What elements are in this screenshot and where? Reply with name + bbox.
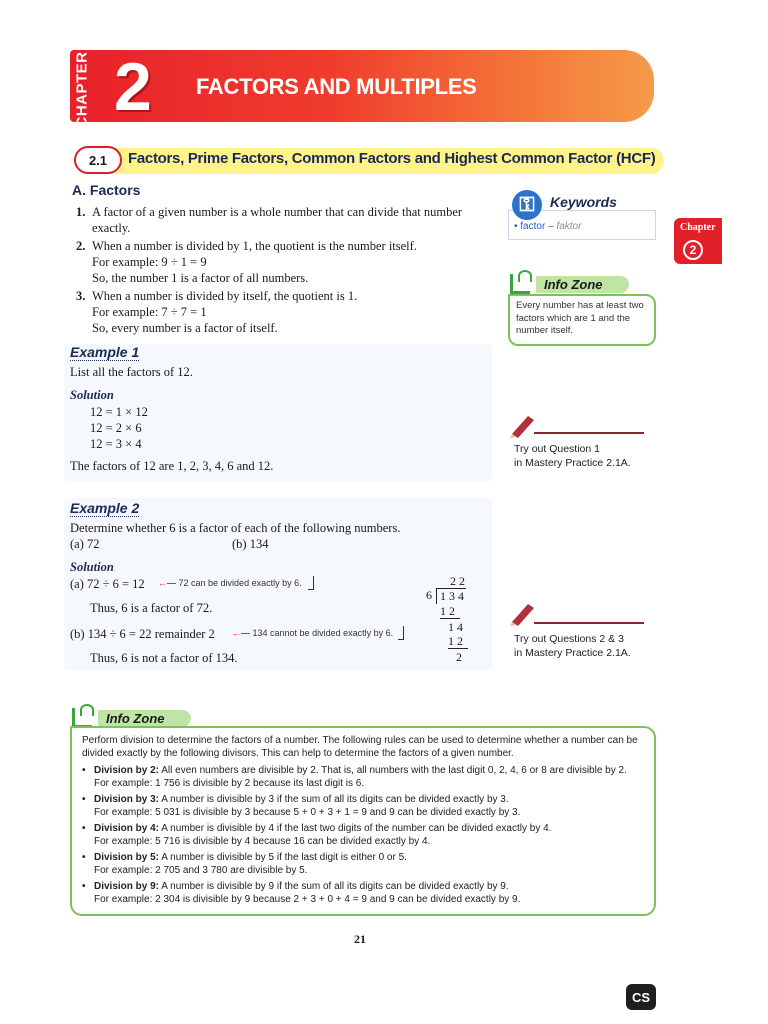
list-item: • Division by 4: A number is divisible by 4 if the last two digits of the number can be divided exactly by 4. For example: 5 716 is divisible by 4 because 16 can be divided exactly by 4. <box>82 823 552 847</box>
info-zone-header <box>510 274 634 294</box>
example1-line: 12 = 1 × 12 <box>90 405 148 419</box>
chapter-number: 2 <box>114 49 152 125</box>
side-tab-number: 2 <box>683 240 703 260</box>
factors-list <box>76 204 496 338</box>
division-quotient: 2 2 <box>450 574 465 588</box>
info-zone-box: Every number has at least two factors which are 1 and the number itself. <box>508 294 656 346</box>
example2-part-b: (b) 134 <box>232 537 269 551</box>
list-item: • Division by 3: A number is divisible by 3 if the sum of all its digits can be divided exactly by 3. For example: 5 031 is divisible by 3 because 5 + 0 + 3 + 1 = 9 and 9 can be divided exactly by 3. <box>82 794 521 818</box>
list-item: • Division by 2: All even numbers are divisible by 2. That is, all numbers with the last digit 0, 2, 4, 6 or 8 are divisible by 2. For example: 1 756 is divisible by 2 because its last digit is 6. <box>82 765 627 789</box>
list-item: 3. When a number is divided by itself, the quotient is 1. For example: 7 ÷ 7 = 1 So, every number is a factor of itself. <box>76 289 358 335</box>
example1-solution-label: Solution <box>70 388 114 402</box>
example2-title: Example 2 <box>70 500 140 516</box>
section-header <box>74 146 664 176</box>
division-rule <box>448 648 468 649</box>
tryout-1[interactable]: Try out Question 1 in Mastery Practice 2.1A. <box>514 443 631 469</box>
division-step: 1 4 <box>448 620 463 634</box>
example2-thus-a: Thus, 6 is a factor of 72. <box>90 601 213 615</box>
list-item: • Division by 9: A number is divisible by 9 if the sum of all its digits can be divided exactly by 9. For example: 2 304 is divisible by 9 because 2 + 3 + 0 + 4 = 9 and 9 can be divided exactly by 9. <box>82 881 521 905</box>
key-icon: ⚿ <box>512 190 542 220</box>
page-number: 21 <box>354 932 366 946</box>
list-item: 2. When a number is divided by 1, the quotient is the number itself. For example: 9 ÷ 1 = 9 So, the number 1 is a factor of all numbers. <box>76 239 417 285</box>
example1-conclusion: The factors of 12 are 1, 2, 3, 4, 6 and 12. <box>70 459 274 473</box>
example1-line: 12 = 2 × 6 <box>90 421 142 435</box>
info-zone-intro: Perform division to determine the factors of a number. The following rules can be used to determine whether a number can be divided exactly by the following divisors. This can help to determine the factors of a given number. <box>82 735 638 759</box>
example2-solution-label: Solution <box>70 560 114 574</box>
info-zone-rules-box <box>70 726 656 916</box>
division-dividend: 1 3 4 <box>440 589 464 603</box>
tryout-divider <box>534 622 644 624</box>
division-divisor: 6 <box>426 588 432 602</box>
section-number: 2.1 <box>74 146 122 174</box>
division-step: 1 2 <box>440 604 455 618</box>
note-b: ←— 134 cannot be divided exactly by 6. <box>232 628 394 638</box>
example2-question: Determine whether 6 is a factor of each of the following numbers. <box>70 521 401 535</box>
side-tab-label: Chapter <box>680 222 716 233</box>
division-remainder: 2 <box>456 650 462 664</box>
tryout-divider <box>534 432 644 434</box>
example1-title: Example 1 <box>70 344 140 360</box>
note-bracket <box>398 626 404 640</box>
info-zone-title: Info Zone <box>536 276 629 293</box>
list-item: 1. A factor of a given number is a whole number that can divide that number exactly. <box>76 205 463 235</box>
note-a: ←— 72 can be divided exactly by 6. <box>158 578 302 588</box>
lock-icon <box>72 708 92 728</box>
example1-line: 12 = 3 × 4 <box>90 437 142 451</box>
example2-thus-b: Thus, 6 is not a factor of 134. <box>90 651 238 665</box>
chapter-side-tab[interactable] <box>674 218 722 264</box>
factors-heading: A. Factors <box>72 182 141 198</box>
division-rule <box>440 618 460 619</box>
lock-icon <box>510 274 530 294</box>
chapter-title: FACTORS AND MULTIPLES <box>196 74 477 99</box>
info-zone-title: Info Zone <box>98 710 191 727</box>
division-step: 1 2 <box>448 634 463 648</box>
example2-part-a: (a) 72 <box>70 537 100 551</box>
list-item: • Division by 5: A number is divisible by 5 if the last digit is either 0 or 5. For example: 2 705 and 3 780 are divisible by 5. <box>82 852 407 876</box>
keywords-title: Keywords <box>550 194 617 210</box>
example1-question: List all the factors of 12. <box>70 365 193 379</box>
chapter-label: CHAPTER <box>73 50 91 128</box>
example2-sol-b: (b) 134 ÷ 6 = 22 remainder 2 <box>70 627 215 641</box>
note-bracket <box>308 576 314 590</box>
tryout-2[interactable]: Try out Questions 2 & 3 in Mastery Practice 2.1A. <box>514 633 631 659</box>
section-title: Factors, Prime Factors, Common Factors and Highest Common Factor (HCF) <box>128 150 656 167</box>
camscanner-badge[interactable]: CS <box>626 984 656 1010</box>
keyword-entry: • factor – faktor <box>514 221 582 232</box>
pencil-icon <box>508 412 538 438</box>
example2-sol-a: (a) 72 ÷ 6 = 12 <box>70 577 145 591</box>
